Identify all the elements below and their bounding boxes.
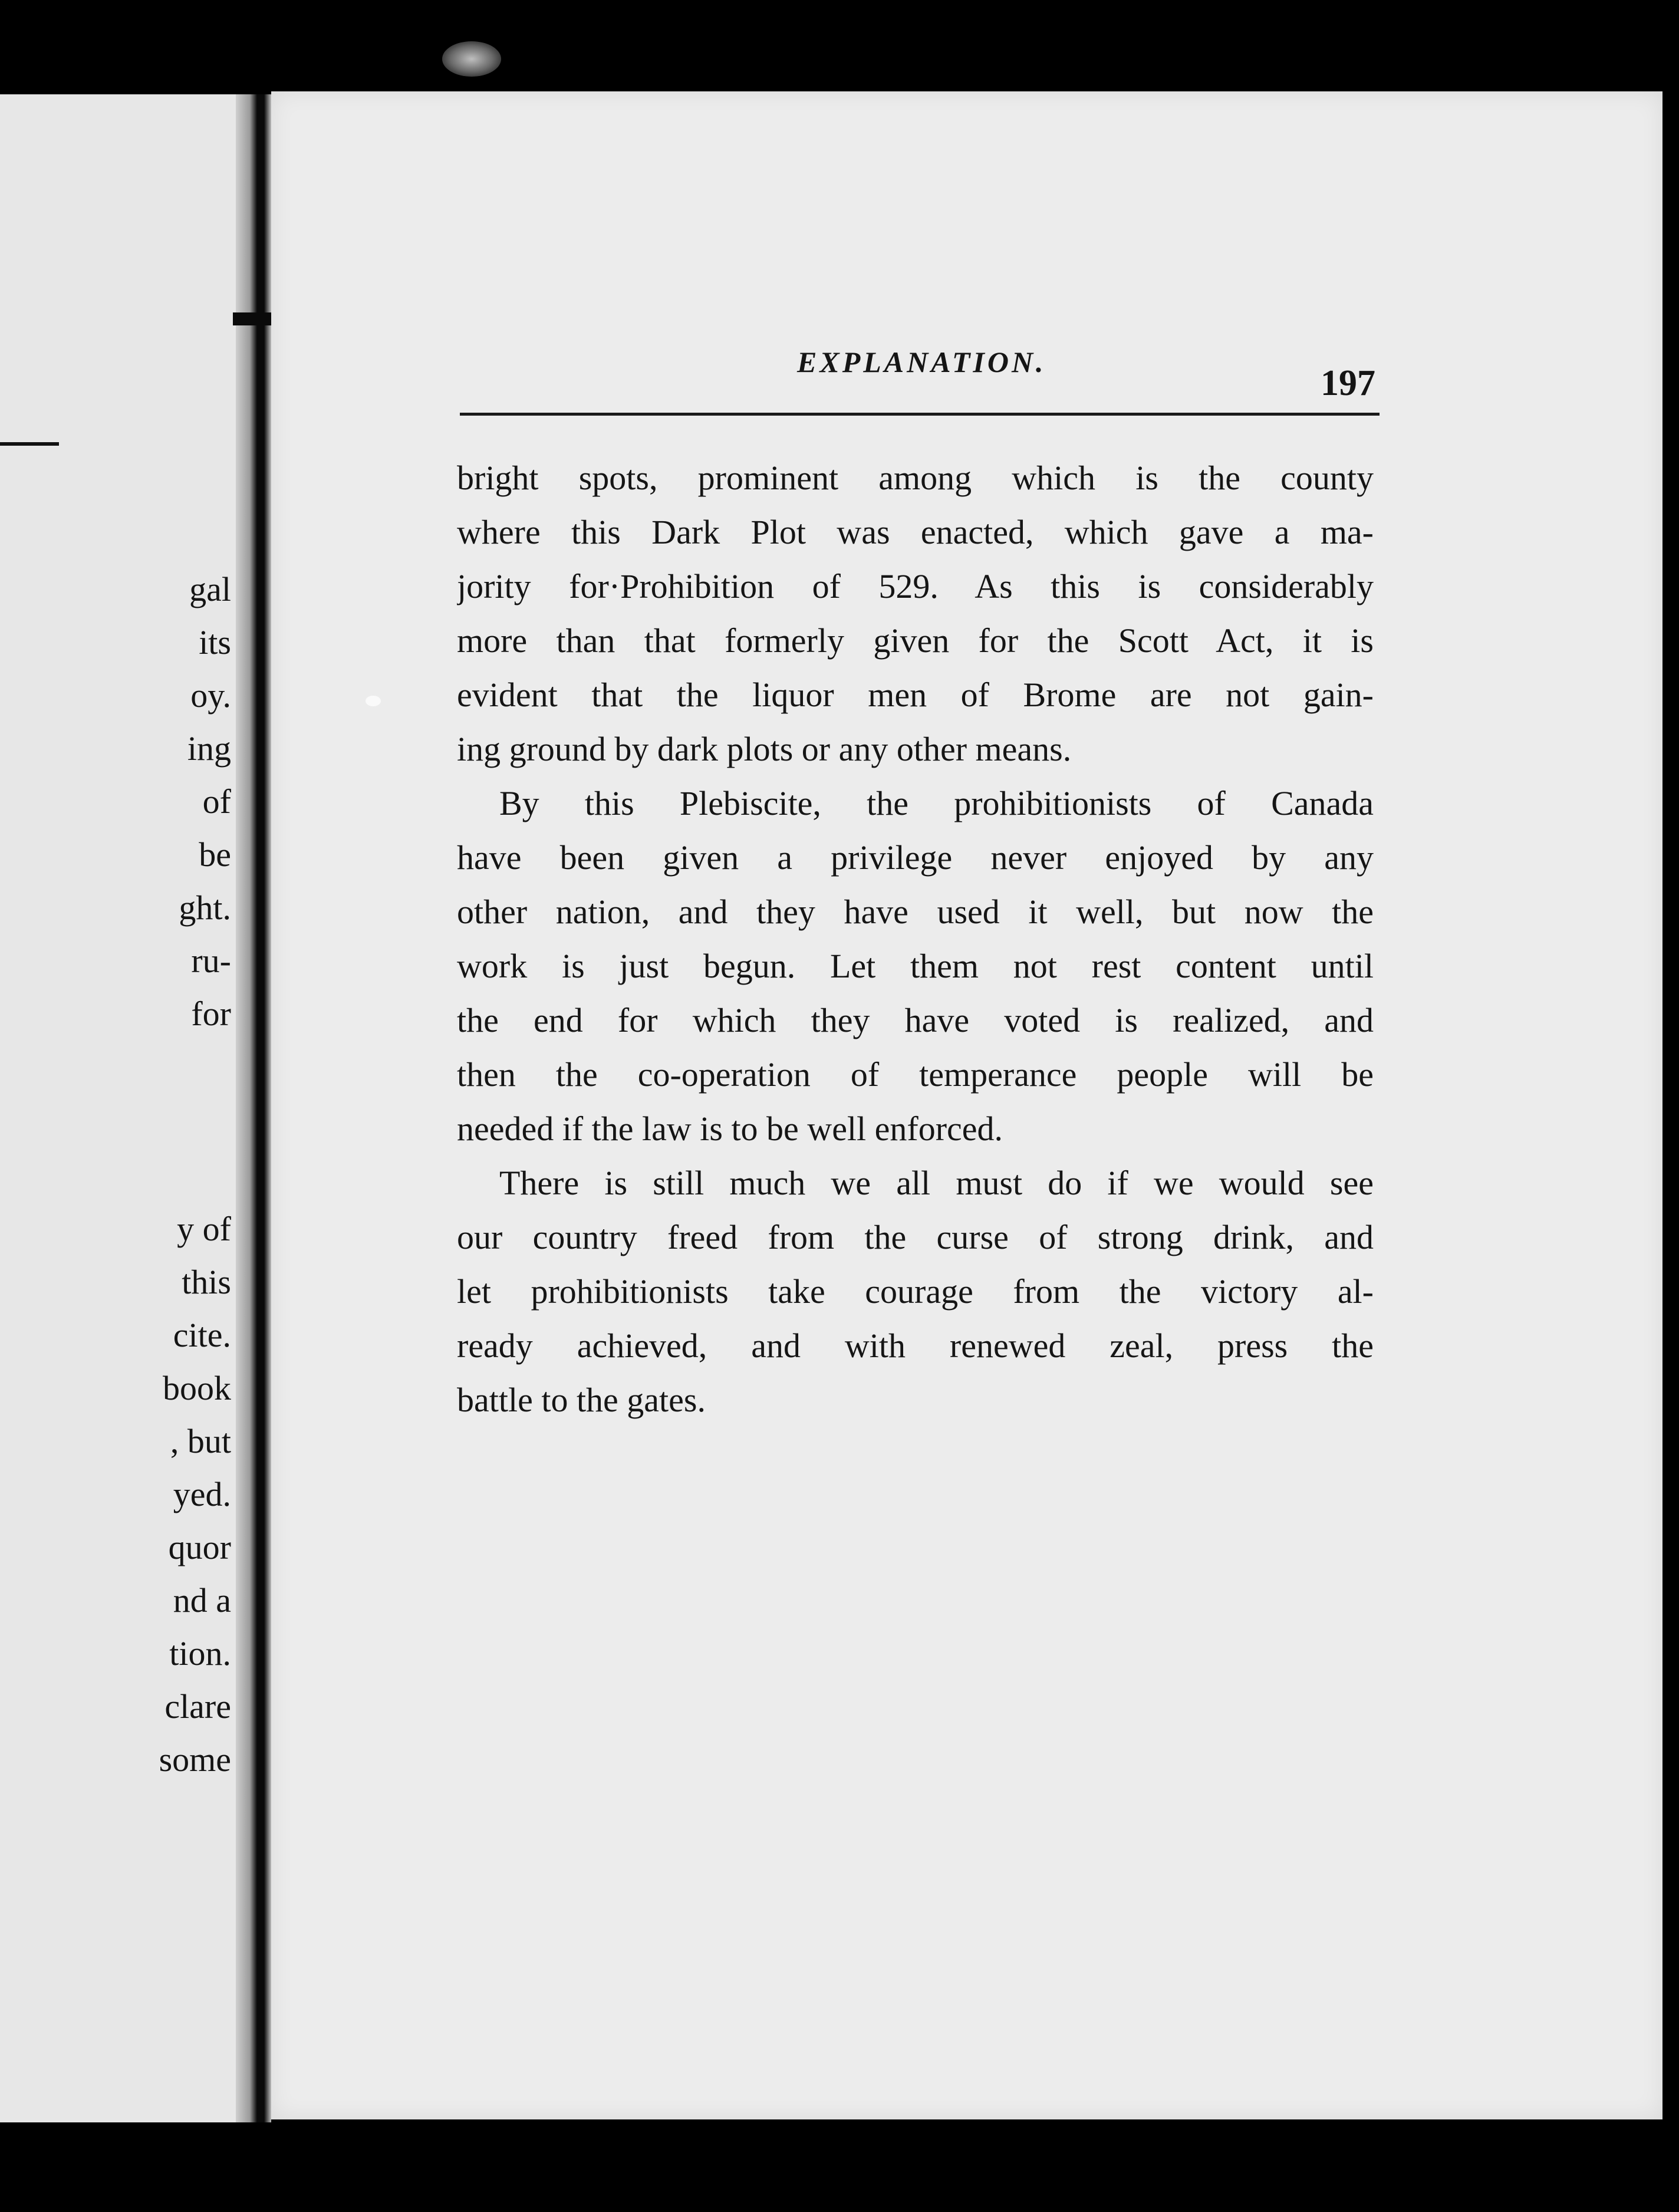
running-head: EXPLANATION. [797,345,1046,378]
left-fragment: its [199,623,231,661]
scan-speck [366,696,381,706]
page-number: 197 [1321,363,1375,403]
text-line: then the co-operation of temperance people will be [457,1055,1374,1094]
text-line: work is just begun. Let them not rest content until [457,947,1374,985]
text-line: more than that formerly given for the Scott Act, it is [457,621,1374,660]
scan-smudge [442,41,501,77]
left-fragment: ing [187,729,231,768]
left-fragment: tion. [169,1634,231,1673]
text-line: the end for which they have voted is realized, and [457,1001,1374,1039]
book-gutter [236,94,271,2122]
text-line: bright spots, prominent among which is the county [457,459,1374,497]
text-line: ready achieved, and with renewed zeal, press the [457,1326,1374,1365]
left-fragment: ght. [179,888,231,927]
text-line: needed if the law is to be well enforced. [457,1110,1003,1148]
left-page-rule [0,442,59,446]
left-fragment: ru- [191,942,231,980]
left-fragment: book [163,1369,231,1407]
left-fragment: for [191,995,231,1033]
text-line: have been given a privilege never enjoyed by any [457,838,1374,877]
header-rule [460,413,1380,416]
left-fragment: cite. [173,1316,231,1354]
text-line: other nation, and they have used it well, but now the [457,893,1374,931]
left-fragment: quor [168,1528,231,1566]
paragraph-3 [457,1156,1374,1427]
text-line: evident that the liquor men of Brome are not gain- [457,676,1374,714]
text-line: By this Plebiscite, the prohibitionists of Canada [499,784,1374,822]
text-line: battle to the gates. [457,1381,706,1419]
text-line: let prohibitionists take courage from the victory al- [457,1272,1374,1311]
text-line: jority for·Prohibition of 529. As this is considerably [457,567,1374,605]
body-text [457,451,1374,1427]
left-fragment: some [159,1740,231,1779]
left-fragment: of [202,782,231,821]
paragraph-2 [457,776,1374,1156]
text-line: where this Dark Plot was enacted, which gave a ma- [457,513,1374,551]
left-facing-page [0,94,236,2122]
left-fragment: clare [164,1687,231,1726]
left-fragment: this [182,1263,231,1301]
left-fragment: oy. [190,676,231,715]
text-line: our country freed from the curse of strong drink, and [457,1218,1374,1256]
left-fragment: nd a [173,1581,231,1620]
left-fragment: , but [170,1422,231,1460]
text-line: ing ground by dark plots or any other means. [457,730,1072,768]
left-fragment: gal [189,570,231,608]
paragraph-1 [457,451,1374,776]
left-fragment: y of [177,1210,231,1248]
text-line: There is still much we all must do if we would see [499,1164,1374,1202]
left-fragment: yed. [173,1475,231,1513]
left-fragment: be [199,835,231,874]
